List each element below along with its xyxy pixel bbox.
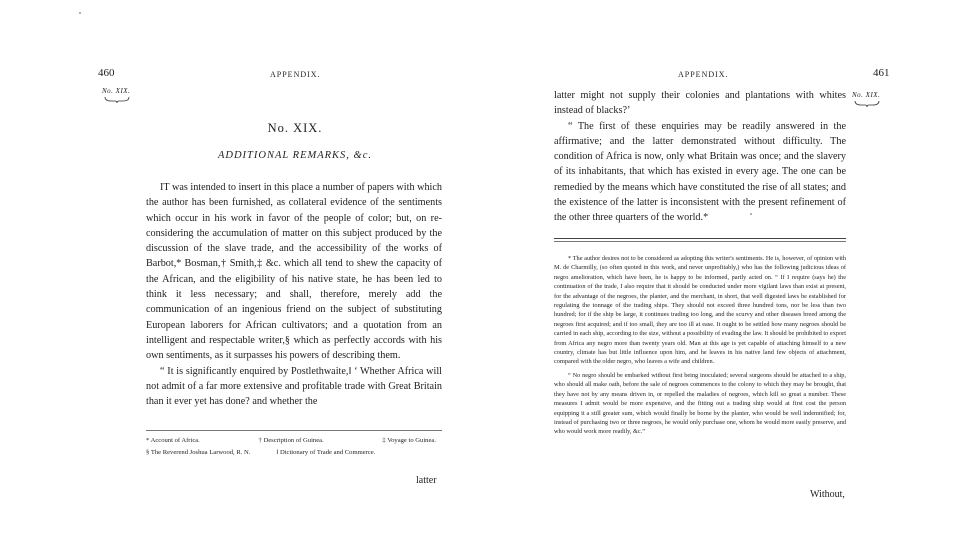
section-subtitle: ADDITIONAL REMARKS, &c. bbox=[217, 150, 373, 161]
footnote-row bbox=[146, 447, 436, 459]
right-page bbox=[490, 0, 980, 554]
catchword: latter bbox=[416, 475, 437, 486]
running-head: APPENDIX. bbox=[270, 70, 321, 79]
left-body bbox=[146, 180, 442, 409]
footnote-rule bbox=[554, 238, 846, 242]
footnote: * Account of Africa. bbox=[146, 437, 200, 444]
footnote-row bbox=[146, 435, 436, 447]
page-number: 460 bbox=[98, 67, 115, 79]
margin-note: No. XIX. bbox=[852, 91, 881, 99]
footnote: § The Reverend Joshua Larwood, R. N. bbox=[146, 449, 251, 456]
paragraph: IT was intended to insert in this place a number of papers with which the author has been furnished, as collateral evidence of the sentiments which occur in his work in favor of the people of color; but, on re-considering the accumulation of matter on this subject produced by the discussion of the slave trade, and the accessibility of the works of Barbot,* Bosman,† Smith,‡ &c. which all tend to shew the capacity of the African, and the eligibility of his native state, he has been led to think it less necessary; and shall, therefore, merely add the communication of an ingenious friend on the subject of substituting European laborers for African cultivators; and a quotation from an intelligent and respectable writer,§ which as perfectly accords with his own sentiments, as it surpasses his powers of describing them. bbox=[146, 182, 442, 362]
footnotes bbox=[554, 254, 846, 441]
page-number: 461 bbox=[873, 67, 890, 79]
footnotes bbox=[146, 435, 436, 459]
footnote: ‖ Dictionary of Trade and Commerce. bbox=[276, 449, 376, 456]
footnote: * The author desires not to be considered as adopting this writer's sentiments. He is, however, of opinion with M. de Charmilly, (so often quoted in this work, and never unprofitably,) who has the following judicious ideas of negro amelioration, which have been, he is happy to be informed, partly acted on. “ If I require (says he) the continuation of the trade, I also require that it should be conducted under more vigilant laws than exist at present, for the advantage of the negroes, the planter, and the merchant, in short, that well digested laws be established for regulating the tonnage of the trading ships. They should not exceed three hundred tons, nor be less than two hundred; for if the ship be large, it continues trading too long, and the scurvy and other diseases breed among the negroes first acquired; and if too small, they are too ill at ease. It ought to be settled how many negroes should be carried in each ship, according to the size, without a possibility of evading the law. It should be prohibited to export from Africa any negro more than twenty years old. Man at this age is yet capable of attaching himself to a new country, climate has but little influence upon him, and he leaves in his native land few objects of attachment, compared with the older negro, who leaves a wife and children. bbox=[554, 255, 846, 366]
footnote: † Description of Guinea. bbox=[258, 437, 324, 444]
section-title: No. XIX. bbox=[267, 121, 323, 135]
margin-brace-icon bbox=[104, 96, 130, 103]
margin-brace-icon bbox=[854, 100, 880, 107]
paragraph: latter might not supply their colonies and plantations with whites instead of blacks?’ bbox=[554, 90, 846, 117]
paragraph: “ The first of these enquiries may be readily answered in the affirmative; and the latter demonstrated without difficulty. The condition of Africa is now, only what Britain was once; and the slavery of its inhabitants, that which has existed in every age. The one can be remedied by the means which have constituted the rise of all states; and the existence of the latter is inconsistent with the present refinement of the other three quarters of the world.* bbox=[554, 120, 846, 224]
paper-speck bbox=[79, 12, 81, 14]
footnote-rule bbox=[146, 430, 442, 431]
footnote: ‡ Voyage to Guinea. bbox=[382, 437, 436, 444]
margin-note: No. XIX. bbox=[102, 87, 131, 95]
catchword: Without, bbox=[810, 489, 845, 500]
footnote: “ No negro should be embarked without first being inoculated; several surgeons should be attached to a ship, who should all make oath, before the sale of negroes commences to the colony to which they may be brought, that they have not by any means driven in, or repelled the maladies of negroes, which kill so great a number. These measures I admit would be more expensive, and the fitting out a trading ship would at first cost the person equipping it a still greater sum, which would finally be borne by the planter, who would be well indemnified; for, instead of purchasing two or three negroes, he would only purchase one, whom he would more easily preserve, and who would work more readily, &c.” bbox=[554, 371, 846, 436]
paragraph: “ It is significantly enquired by Postlethwaite,‖ ‘ Whether Africa will not admit of a far more extensive and profitable trade with Great Britain than it ever yet has done? and whether the bbox=[146, 365, 442, 408]
paper-speck bbox=[750, 213, 752, 215]
running-head: APPENDIX. bbox=[678, 70, 729, 79]
right-body bbox=[554, 88, 846, 226]
